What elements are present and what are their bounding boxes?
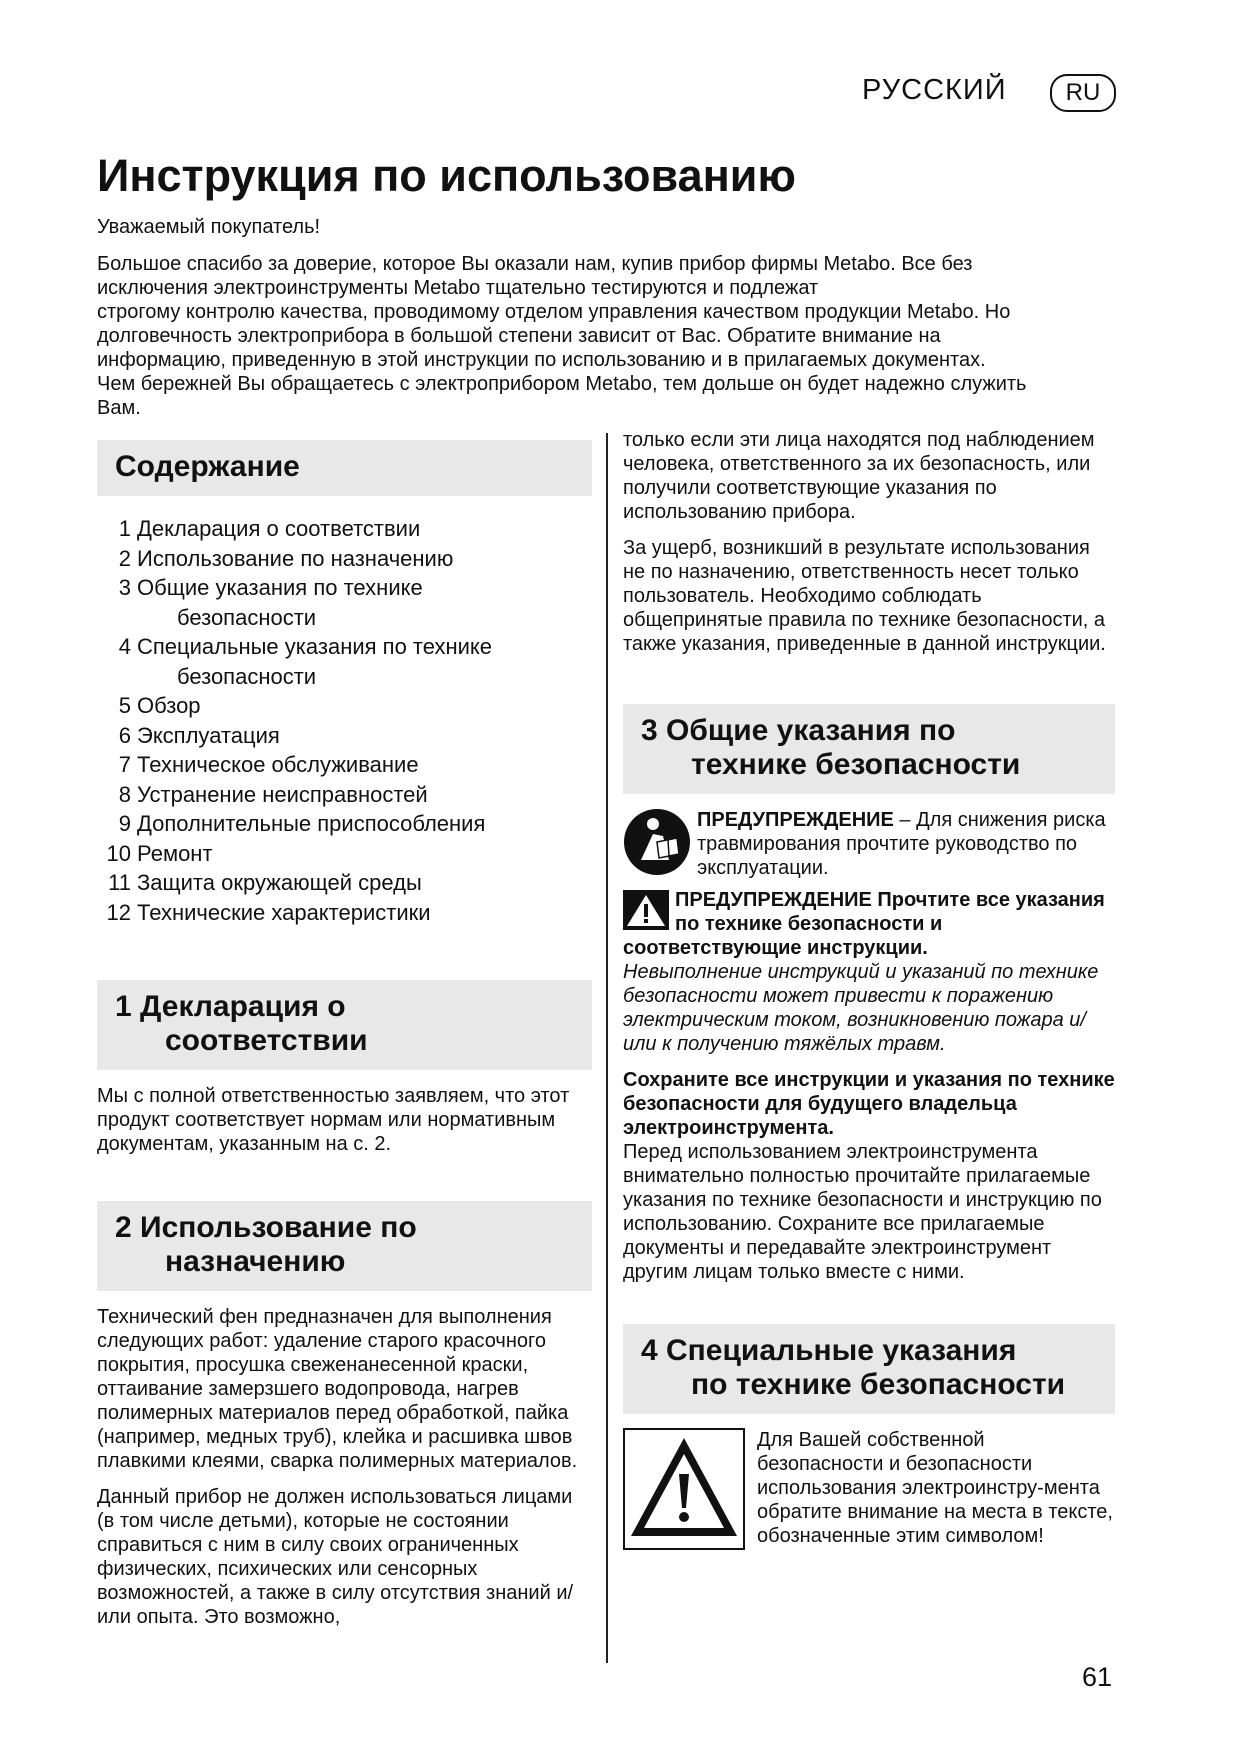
left-column (97, 440, 592, 1629)
warning-triangle-icon (623, 890, 669, 930)
section-2-heading-line1: 2 Использование по (115, 1211, 417, 1244)
toc-text-line: Общие указания по технике (137, 575, 423, 600)
toc-text-continuation: безопасности (177, 604, 317, 630)
toc-number: 1 (118, 516, 131, 541)
intro-line: долговечность электроприбора в большой степени зависит от Вас. Обратите внимание на (97, 325, 941, 347)
toc-number: 9 (118, 811, 131, 836)
page-number: 61 (1082, 1662, 1113, 1692)
language-code-badge: RU (1050, 74, 1116, 112)
toc-text: Декларация о соответствии (137, 516, 421, 541)
toc-item[interactable] (97, 780, 592, 810)
section-1-body: Мы с полной ответственностью заявляем, что этот продукт соответствует нормам или нормативным документам, указанным на с. 2. (97, 1085, 570, 1155)
section-2-body-2: Данный прибор не должен использоваться лицами (в том числе детьми), которые не состоянии справиться с ним в силу своих ограниченных физических, психических или сенсорных возможностей, а также в силу отсутствия знаний и/или опыта. Это возможно, (97, 1486, 574, 1628)
section-3-heading-line1: 3 Общие указания по (641, 714, 956, 747)
warning-label: ПРЕДУПРЕЖДЕНИЕ (697, 809, 894, 831)
toc-item[interactable] (97, 750, 592, 780)
toc-text: Использование по назначению (137, 545, 454, 571)
safety-warning-heading: ПРЕДУПРЕЖДЕНИЕ Прочтите все указания по технике безопасности и (675, 889, 1105, 935)
toc-number: 6 (118, 722, 131, 748)
special-safety-block (623, 1428, 1115, 1550)
toc-item[interactable] (97, 544, 592, 574)
toc-text: Защита окружающей среды (137, 870, 422, 895)
section-3-heading-line2: технике безопасности (691, 748, 1021, 781)
toc-item[interactable] (97, 632, 592, 691)
toc-item[interactable] (97, 839, 592, 869)
intro-line: информацию, приведенную в этой инструкции по использованию и в прилагаемых документах. (97, 349, 986, 371)
toc-text: Ремонт (137, 840, 213, 866)
toc-text: Техническое обслуживание (137, 752, 419, 777)
toc-text: Устранение неисправностей (137, 781, 428, 807)
intro-line: Вам. (97, 397, 141, 419)
safety-warning-italic: Невыполнение инструкций и указаний по технике безопасности может привести к поражению электрическим током, возникновению пожара и/или к получению тяжёлых травм. (623, 961, 1099, 1055)
contents-heading (97, 440, 592, 496)
right-column (623, 428, 1115, 1550)
intro-paragraph (97, 252, 1127, 420)
page-title: Инструкция по использованию (97, 150, 796, 201)
toc-number: 4 (118, 634, 131, 659)
toc-number: 11 (108, 870, 131, 895)
toc-text (137, 573, 592, 632)
toc-number: 2 (118, 545, 131, 571)
warning-text: – Для снижения риска травмирования прочтите руководство по эксплуатации. (697, 809, 1106, 879)
language-label: РУССКИЙ (862, 74, 1007, 106)
section-2-body-1: Технический фен предназначен для выполнения следующих работ: удаление старого красочного покрытия, просушка свеженанесенной краски, оттаивание замерзшего водопровода, нагрев полимерных материалов перед обработкой, пайка (например, медных труб), клейка и расшивка швов плавкими клеями, сварка полимерных материалов. (97, 1306, 578, 1472)
section-3-heading (623, 704, 1115, 794)
toc-number: 8 (118, 781, 131, 807)
safety-warning-heading-end: соответствующие инструкции. (623, 937, 928, 959)
warning-triangle-large-icon (623, 1428, 745, 1550)
toc-item[interactable] (97, 868, 592, 898)
toc-text: Обзор (137, 693, 201, 718)
toc-item[interactable] (97, 721, 592, 751)
section-4-heading (623, 1324, 1115, 1414)
continued-paragraph-2: За ущерб, возникший в результате использования не по назначению, ответственность несет только пользователь. Необходимо соблюдать общепринятые правила по технике безопасности, а также указания, приведенные в данной инструкции. (623, 537, 1106, 655)
toc-number: 5 (118, 693, 131, 718)
toc-item[interactable] (97, 691, 592, 721)
toc-item[interactable] (97, 898, 592, 928)
section-2-heading (97, 1201, 592, 1291)
toc-item[interactable] (97, 573, 592, 632)
toc-number: 7 (118, 752, 131, 777)
intro-line: Чем бережней Вы обращаетесь с электроприбором Metabo, тем дольше он будет надежно служить (97, 373, 1027, 395)
toc-item[interactable] (97, 514, 592, 544)
toc-number: 12 (106, 899, 131, 925)
read-manual-icon (623, 808, 691, 876)
toc-text: Технические характеристики (137, 899, 431, 925)
toc-text-continuation: безопасности (177, 663, 317, 689)
special-safety-text: Для Вашей собственной безопасности и безопасности использования электроинстру-мента обратите внимание на места в тексте, обозначенные этим символом! (757, 1429, 1113, 1547)
section-4-heading-line1: 4 Специальные указания (641, 1334, 1017, 1367)
intro-line: строгому контролю качества, проводимому отделом управления качеством продукции Metabo. Но (97, 301, 1011, 323)
save-instructions-text: Перед использованием электроинструмента внимательно полностью прочитайте прилагаемые указания по технике безопасности и инструкцию по использованию. Сохраните все прилагаемые документы и передавайте электроинструмент другим лицам только вместе с ними. (623, 1141, 1102, 1283)
save-instructions-heading: Сохраните все инструкции и указания по технике безопасности для будущего владельца электроинструмента. (623, 1069, 1115, 1139)
toc-item[interactable] (97, 809, 592, 839)
table-of-contents (97, 514, 592, 927)
toc-text-line: Специальные указания по технике (137, 634, 493, 659)
read-manual-warning (623, 808, 1115, 880)
read-manual-warning-text (697, 808, 1115, 880)
toc-number: 10 (106, 840, 131, 866)
greeting: Уважаемый покупатель! (97, 216, 321, 238)
section-1-heading-line2: соответствии (165, 1024, 368, 1057)
continued-paragraph-1: только если эти лица находятся под наблюдением человека, ответственного за их безопасность, или получили соответствующие указания по использованию прибора. (623, 429, 1095, 523)
safety-instructions-warning (623, 888, 1115, 1056)
toc-text: Эксплуатация (137, 722, 280, 748)
section-1-heading (97, 980, 592, 1070)
toc-text: Дополнительные приспособления (137, 811, 486, 836)
toc-number: 3 (118, 575, 131, 600)
toc-text (137, 632, 592, 691)
section-4-heading-line2: по технике безопасности (691, 1368, 1066, 1401)
column-divider (606, 433, 608, 1663)
intro-line: Большое спасибо за доверие, которое Вы оказали нам, купив прибор фирмы Metabo. Все без (97, 253, 973, 275)
contents-heading-text: Содержание (115, 450, 300, 483)
section-2-heading-line2: назначению (165, 1245, 346, 1278)
section-1-heading-line1: 1 Декларация о (115, 990, 346, 1023)
intro-line: исключения электроинструменты Metabo тщательно тестируются и подлежат (97, 277, 819, 299)
